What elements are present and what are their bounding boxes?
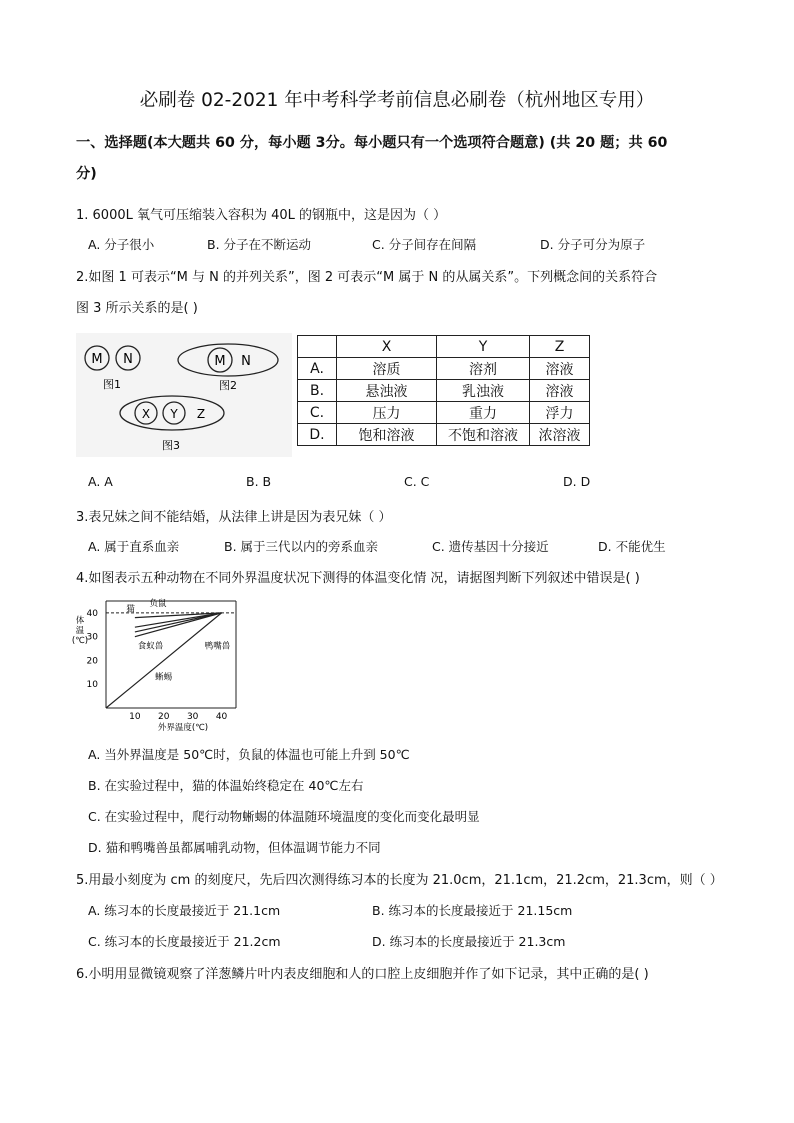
y-axis-label: 体	[75, 616, 85, 626]
table-header-cell: Y	[437, 336, 530, 358]
q1-option-c[interactable]: C. 分子间存在间隔	[372, 237, 477, 252]
table-cell: 不饱和溶液	[437, 424, 530, 446]
section-heading-cont: 分)	[76, 166, 97, 182]
q3-option-c[interactable]: C. 遗传基因十分接近	[432, 539, 549, 554]
fig3-x-label: X	[141, 407, 151, 421]
series-label: 鸭嘴兽	[204, 641, 231, 652]
temperature-chart	[71, 598, 254, 733]
question-5-stem: 5.用最小刻度为 cm 的刻度尺，先后四次测得练习本的长度为 21.0cm，21.1cm，21.2cm，21.3cm，则（ ）	[76, 873, 723, 888]
series-label: 食蚁兽	[137, 641, 164, 652]
q4-option-b[interactable]: B. 在实验过程中，猫的体温始终稳定在 40℃左右	[88, 778, 364, 793]
fig1-m-label: M	[91, 352, 103, 367]
fig1-n-label: N	[123, 352, 133, 367]
page-title: 必刷卷 02-2021 年中考科学考前信息必刷卷（杭州地区专用）	[139, 90, 655, 111]
table-cell: A.	[298, 358, 337, 380]
q2-option-a[interactable]: A. A	[88, 474, 113, 489]
table-cell: 溶剂	[437, 358, 530, 380]
table-header-cell: Z	[530, 336, 590, 358]
table-header-cell	[298, 336, 337, 358]
x-tick-label: 30	[186, 712, 199, 722]
table-row	[298, 358, 590, 380]
fig2-m-label: M	[214, 354, 226, 369]
table-cell: B.	[298, 380, 337, 402]
q5-option-d[interactable]: D. 练习本的长度最接近于 21.3cm	[372, 934, 566, 949]
concept-table	[297, 335, 590, 446]
table-header-row	[298, 336, 590, 358]
q3-option-d[interactable]: D. 不能优生	[598, 539, 666, 554]
fig3-z-label: Z	[196, 407, 206, 421]
q1-option-a[interactable]: A. 分子很小	[88, 237, 155, 252]
x-tick-label: 40	[215, 712, 228, 722]
y-axis-label: (℃)	[71, 636, 89, 646]
y-axis-label: 温	[75, 626, 85, 636]
series-label: 蜥蜴	[155, 672, 173, 683]
q5-option-b[interactable]: B. 练习本的长度最接近于 21.15cm	[372, 903, 573, 918]
q3-option-b[interactable]: B. 属于三代以内的旁系血亲	[224, 539, 379, 554]
y-tick-label: 10	[86, 680, 98, 691]
section-heading: 一、选择题(本大题共 60 分，每小题 3分。每小题只有一个选项符合题意) (共 20 题；共 60	[76, 135, 668, 151]
q4-option-a[interactable]: A. 当外界温度是 50℃时，负鼠的体温也可能上升到 50℃	[88, 747, 410, 762]
venn-figure	[76, 333, 292, 457]
table-cell: D.	[298, 424, 337, 446]
table-cell: 饱和溶液	[337, 424, 437, 446]
q2-option-b[interactable]: B. B	[246, 474, 272, 489]
fig3-caption: 图3	[162, 439, 180, 452]
table-row	[298, 402, 590, 424]
table-header-cell: X	[337, 336, 437, 358]
fig2-n-label: N	[241, 354, 251, 369]
question-3-stem: 3.表兄妹之间不能结婚，从法律上讲是因为表兄妹（ ）	[76, 510, 392, 525]
q2-option-c[interactable]: C. C	[404, 474, 430, 489]
table-cell: 溶液	[530, 380, 590, 402]
y-tick-label: 30	[86, 632, 98, 643]
table-cell: 溶质	[337, 358, 437, 380]
series-label: 负鼠	[149, 598, 167, 609]
q1-option-b[interactable]: B. 分子在不断运动	[207, 237, 312, 252]
table-cell: 乳浊液	[437, 380, 530, 402]
fig3-y-label: Y	[170, 407, 178, 421]
q3-option-a[interactable]: A. 属于直系血亲	[88, 539, 180, 554]
q4-option-d[interactable]: D. 猫和鸭嘴兽虽都属哺乳动物，但体温调节能力不同	[88, 840, 381, 855]
table-cell: C.	[298, 402, 337, 424]
q1-option-d[interactable]: D. 分子可分为原子	[540, 237, 646, 252]
table-row	[298, 424, 590, 446]
x-axis-label: 外界温度(℃)	[157, 723, 209, 733]
table-cell: 重力	[437, 402, 530, 424]
table-row	[298, 380, 590, 402]
x-tick-label: 20	[158, 712, 170, 722]
x-tick-label: 10	[129, 712, 141, 722]
question-6-stem: 6.小明用显微镜观察了洋葱鳞片叶内表皮细胞和人的口腔上皮细胞并作了如下记录，其中正确的是( )	[76, 967, 649, 982]
question-2-stem-cont: 图 3 所示关系的是( )	[76, 301, 198, 316]
question-1-stem: 1. 6000L 氧气可压缩装入容积为 40L 的钢瓶中，这是因为（ ）	[76, 208, 447, 223]
question-2-stem: 2.如图 1 可表示“M 与 N 的并列关系”，图 2 可表示“M 属于 N 的从属关系”。下列概念间的关系符合	[76, 270, 658, 285]
q5-option-c[interactable]: C. 练习本的长度最接近于 21.2cm	[88, 934, 281, 949]
series-label: 猫	[126, 604, 135, 615]
q5-option-a[interactable]: A. 练习本的长度最接近于 21.1cm	[88, 903, 281, 918]
y-tick-label: 40	[86, 608, 98, 619]
y-tick-label: 20	[86, 656, 98, 667]
table-cell: 压力	[337, 402, 437, 424]
q4-option-c[interactable]: C. 在实验过程中，爬行动物蜥蜴的体温随环境温度的变化而变化最明显	[88, 809, 480, 824]
table-cell: 溶液	[530, 358, 590, 380]
question-4-stem: 4.如图表示五种动物在不同外界温度状况下测得的体温变化情 况，请据图判断下列叙述中错误是( )	[76, 571, 640, 586]
q2-option-d[interactable]: D. D	[563, 474, 591, 489]
table-cell: 浮力	[530, 402, 590, 424]
fig2-caption: 图2	[219, 379, 237, 392]
table-cell: 浓溶液	[530, 424, 590, 446]
fig1-caption: 图1	[103, 378, 121, 391]
table-cell: 悬浊液	[337, 380, 437, 402]
